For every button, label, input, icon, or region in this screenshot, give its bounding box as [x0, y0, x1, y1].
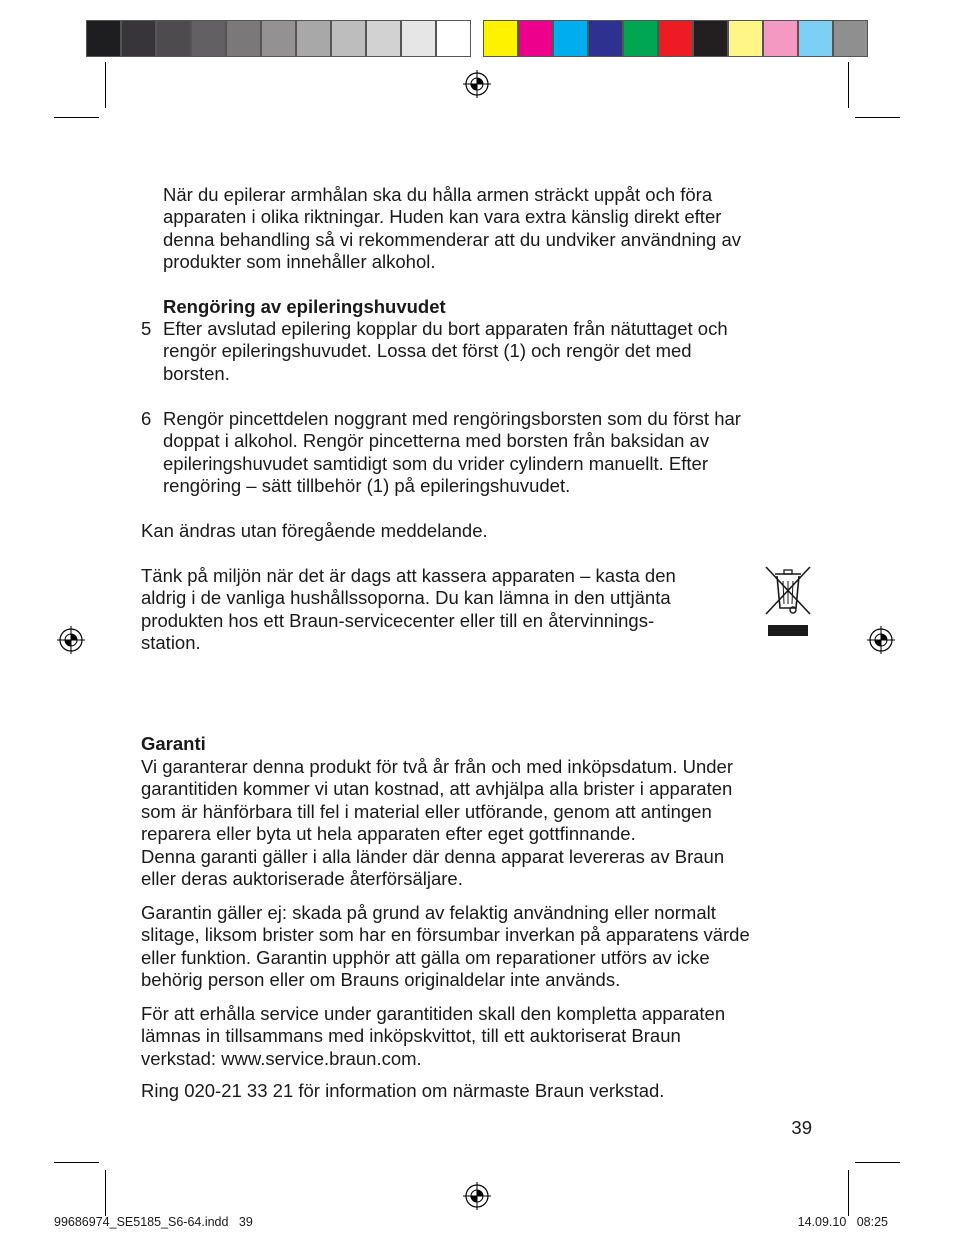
color-swatch — [588, 20, 623, 57]
crop-mark — [855, 1162, 900, 1163]
text-line: Garantin gäller ej: skada på grund av felaktig användning eller normalt — [141, 902, 716, 923]
footer-timestamp: 14.09.10 08:25 — [797, 1215, 888, 1229]
text-line: doppat i alkohol. Rengör pincetterna med borsten från baksidan av — [163, 430, 710, 452]
page-number: 39 — [791, 1117, 812, 1138]
color-swatch — [331, 20, 366, 57]
text-line: verkstad: www.service.braun.com. — [141, 1047, 422, 1069]
crop-mark — [848, 1170, 849, 1216]
registration-mark-icon — [57, 626, 85, 654]
color-swatch — [483, 20, 518, 57]
color-swatch — [728, 20, 763, 57]
color-swatch — [833, 20, 868, 57]
text-line: produkten hos ett Braun-servicecenter eller till en återvinnings- — [141, 609, 655, 631]
crop-mark — [54, 117, 99, 118]
crop-mark — [105, 62, 106, 108]
cleaning-heading: Rengöring av epileringshuvudet — [163, 296, 446, 317]
text-line: borsten. — [163, 362, 230, 384]
text-line: rengör epileringshuvudet. Lossa det först (1) och rengör det med — [163, 340, 692, 362]
warranty-paragraph-2 — [141, 902, 750, 992]
registration-mark-icon — [867, 626, 895, 654]
color-swatch — [401, 20, 436, 57]
warranty-heading: Garanti — [141, 733, 206, 754]
step-number: 5 — [141, 318, 152, 339]
environment-paragraph — [141, 565, 676, 655]
text-line: eller funktion. Garantin upphör att gälla om reparationer utförs av icke — [141, 946, 710, 968]
text-line: station. — [141, 632, 201, 654]
color-swatch — [296, 20, 331, 57]
text-line: Rengör pincettdelen noggrant med rengöringsborsten som du först har — [163, 408, 741, 429]
color-swatch — [553, 20, 588, 57]
text-line: slitage, liksom brister som har en försumbar inverkan på apparatens värde — [141, 924, 750, 946]
step-5-text — [163, 318, 728, 385]
text-line: produkter som innehåller alkohol. — [163, 251, 436, 273]
color-calibration-bar — [483, 20, 868, 57]
color-swatch — [658, 20, 693, 57]
color-swatch — [763, 20, 798, 57]
registration-mark-icon — [463, 1182, 491, 1210]
color-swatch — [366, 20, 401, 57]
crop-mark — [54, 1162, 99, 1163]
warranty-paragraph-3 — [141, 1003, 725, 1070]
text-line: eller deras auktoriserade återförsäljare. — [141, 868, 463, 890]
text-line: rengöring – sätt tillbehör (1) på epileringshuvudet. — [163, 475, 571, 497]
color-swatch — [261, 20, 296, 57]
step-number: 6 — [141, 408, 152, 429]
text-line: Denna garanti gäller i alla länder där denna apparat levereras av Braun — [141, 845, 725, 867]
crop-mark — [848, 62, 849, 108]
crop-mark — [105, 1170, 106, 1216]
color-swatch — [226, 20, 261, 57]
color-swatch — [191, 20, 226, 57]
change-notice: Kan ändras utan föregående meddelande. — [141, 520, 488, 541]
crop-mark — [855, 117, 900, 118]
color-swatch — [693, 20, 728, 57]
color-swatch — [156, 20, 191, 57]
text-line: garantitiden kommer vi utan kostnad, att avhjälpa alla brister i apparaten — [141, 778, 733, 800]
text-line: lämnas in tillsammans med inköpskvittot, till ett auktoriserat Braun — [141, 1025, 681, 1047]
color-swatch — [121, 20, 156, 57]
color-swatch — [623, 20, 658, 57]
warranty-paragraph-1 — [141, 756, 733, 890]
grayscale-calibration-bar — [86, 20, 471, 57]
text-line: Vi garanterar denna produkt för två år från och med inköpsdatum. Under — [141, 756, 733, 777]
intro-paragraph — [163, 184, 741, 274]
footer-file-info: 99686974_SE5185_S6-64.indd 39 — [54, 1215, 253, 1229]
color-swatch — [798, 20, 833, 57]
text-line: apparaten i olika riktningar. Huden kan vara extra känslig direkt efter — [163, 206, 722, 228]
text-line: För att erhålla service under garantitiden skall den kompletta apparaten — [141, 1003, 726, 1024]
text-line: behörig person eller om Brauns originaldelar inte används. — [141, 969, 621, 991]
crossed-out-wheelie-bin-icon — [762, 564, 814, 638]
color-swatch — [86, 20, 121, 57]
color-swatch — [436, 20, 471, 57]
color-swatch — [518, 20, 553, 57]
text-line: epileringshuvudet samtidigt som du vrider cylindern manuellt. Efter — [163, 452, 708, 474]
registration-mark-icon — [463, 70, 491, 98]
step-6-text — [163, 408, 741, 498]
text-line: Efter avslutad epilering kopplar du bort apparaten från nätuttaget och — [163, 318, 728, 339]
text-line: denna behandling så vi rekommenderar att du undviker användning av — [163, 228, 741, 250]
text-line: Tänk på miljön när det är dags att kassera apparaten – kasta den — [141, 565, 676, 586]
warranty-paragraph-4: Ring 020-21 33 21 för information om närmaste Braun verkstad. — [141, 1080, 665, 1101]
text-line: aldrig i de vanliga hushållssoporna. Du kan lämna in den uttjänta — [141, 587, 671, 609]
text-line: som är hänförbara till fel i material eller utförande, genom att antingen — [141, 800, 712, 822]
text-line: reparera eller byta ut hela apparaten efter eget gottfinnande. — [141, 823, 636, 845]
text-line: När du epilerar armhålan ska du hålla armen sträckt uppåt och föra — [163, 184, 713, 205]
